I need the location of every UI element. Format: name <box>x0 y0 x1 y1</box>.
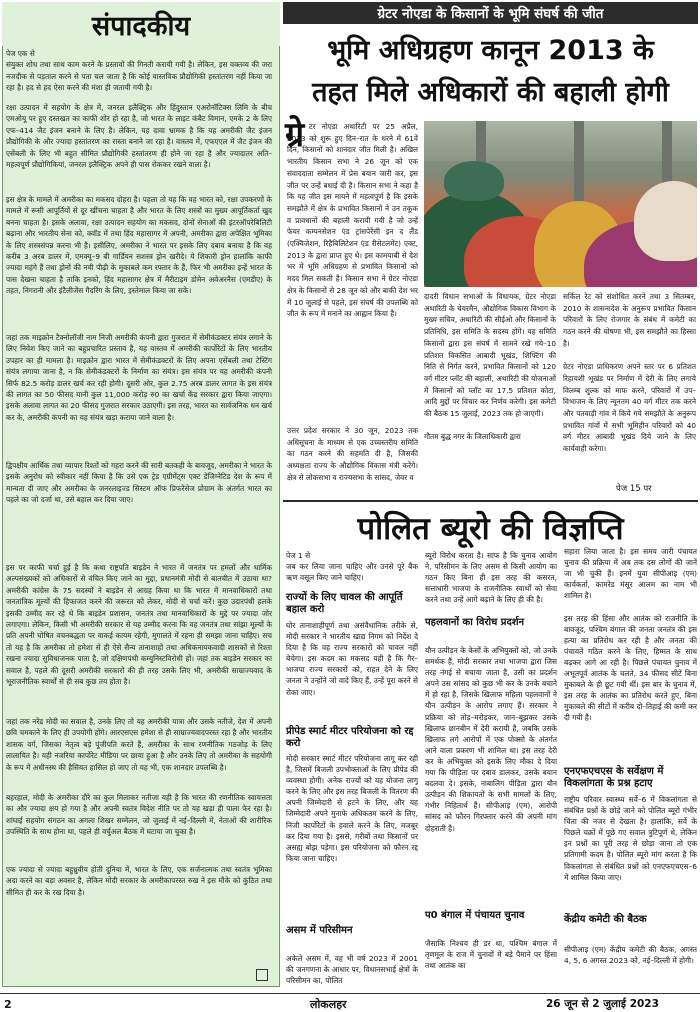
pb-col2-text-2: जैसाकि निश्चय ही डर था, पश्चिम बंगाल में तृणमूल के राज में चुनावों में बड़े पैमाने पर हिंसा तथा आतंक का <box>425 939 557 971</box>
drop-cap: ग्रे <box>285 115 305 155</box>
politburo-title: पोलित ब्यूरो की विज्ञप्ति <box>357 511 624 547</box>
editorial-paragraph: एक ज्यादा से ज्यादा बहुध्रुवीय होती दुनिया में, भारत के लिए, एक सर्जनात्मक तथा स्वतंत्र भूमिका अदा करने का बड़ा अवसर है, लेकिन मोदी सरकार के अमरीकापरस्त रुख ने इस मौके को कुंठित तथा सीमित ही कर के रख दिया है। <box>6 865 272 897</box>
editorial-paragraph: इस क्षेत्र के मामले में अमरीका का मकसद दोहरा है। पहला तो यह कि वह भारत को, रक्षा उपकरणों के मामले में रूसी आपूर्तियों से दूर खींचना चाहता है और भारत के लिए शस्त्रों का मुख्य आपूर्तिकर्ता खुद बनना चाहता है। इसके अलावा, रक्षा उत्पादन सहयोग का मकसद, दोनों सेनाओं की इंटरऑपरेबिलिटी बढ़ाना और भारतीय सेना को, क्वॉड में तथा हिंद महासागर में अपनी, अमरीका द्वारा अपेक्षित भूमिका के लिए शस्त्रसंपन्न करना भी है। इसीलिए, अमरीका ने भारत पर इसके लिए दबाव बनाया है कि वह करीब 3 अरब डालर में, एमक्यू–9 बी गार्डियन सशस्त्र ड्रोन खरीदे। ये शिकारी ड्रोन हालांकि काफी ज्यादा महंगे हैं तथा ड्रोनों की नयी पीढ़ी के मुकाबले कम रफ्तार के हैं, फिर भी अमरीका इन्हें भारत के पास देखना चाहता है ताकि इनको, हिंद महासागर क्षेत्र में मैरीटाइम डोमेन अवेअरनैस (एमडीए) के तहत, निगरानी और इंटैलीजेंस गैदरिंग के लिए, इस्तेमाल किया जा सके। <box>6 195 272 296</box>
editorial-paragraph: द्विपक्षीय आर्थिक तथा व्यापार रिश्तों को गहरा करने की सारी बतकही के बावजूद, अमरीका ने भारत के इसके अनुरोध को स्वीकार नहीं किया है कि उसे एक ट्रेड एग्रीमेंट्स एक्ट डेजिग्नेटिड देश के रूप में मान्यता दी जाए और अमरीका के जनरलाइज्ड सिस्टम ऑफ प्रिफरेंसेज प्रोग्राम के अंतर्गत भारत का पहले का जो दर्जा था, उसे बहाल कर दिया जाए। <box>6 461 272 505</box>
pb-col2-text-0: ब्यूरो विरोध करता है। साफ है कि चुनाव आयोग ने, परिसीमन के लिए असम से किसी आयोग का गठन किए बिना ही इस तरह की कसरत, सत्ताधारी भाजपा के राजनीतिक स्वार्थों को सेवा करने तथा उन्हें आगे बढ़ाने के लिए ही की है। <box>425 551 557 605</box>
story-col3-text: सर्किल रेट को संशोधित करने तथा 3 सितम्बर, 2010 के शासनादेश के अनुरूप प्रभावित किसान परिवारों के लिए रोजगार के संबंध में कमेटी का गठन करने की घोषणा भी, इस समझौते का हिस्सा है। ग्रेटर नोएडा प्राधिकरण अपने स्तर पर 6 प्रतिशत रिहायशी भूखंड पर निर्माण में देरी के लिए लगाये विलम्ब शुल्क को माफ करने, परिवारों में उप–विभाजन के लिए न्यूनतम 40 वर्ग मीटर तक करने और पतवाड़ी गांव में किये गये समझौते के अनुरूप प्रभावित गांवों में सभी भूमिहीन परिवारों को 40 वर्ग मीटर आबादी भूखंड दिये जाने के लिए कार्यवाही करेगा। <box>563 292 696 454</box>
story-col1-text-2: उत्तर प्रदेश सरकार ने 30 जून, 2023 तक अधिसूचना के माध्यम से एक उच्चस्तरीय समिति का गठन करने की सहमति दी है, जिसकी अध्यक्षता राज्य के औद्योगिक विकास मंत्री करेंगे। क्षेत्र से लोकसभा व राज्यसभा के सांसद, जेवर व <box>287 426 418 482</box>
page-number: 2 <box>4 998 12 1011</box>
editorial-title: संपादकीय <box>91 11 191 42</box>
pb-col3-text-1: राष्ट्रीय परिवार स्वास्थ्य सर्वे–6 में विकलांगता से संबंधित प्रश्नों के छोड़े जाने को पोलित ब्यूरो गंभीर चिंता की नजर से देखता है। हालांकि, सर्वे के पिछले चक्रों में पूछे गए सवाल त्रुटिपूर्ण थे, लेकिन इन प्रश्नों का पूरी तरह से छोड़ा जाना तो एक प्रतिगामी कदम है। पोलित ब्यूरो मांग करता है कि विकलांगता से संबंधित प्रश्नों को एनएफएचएस–6 में शामिल किया जाए। <box>564 795 697 882</box>
editorial-paragraph: जहां तक नरेंद्र मोदी का सवाल है, उनके लिए तो यह अमरीकी यात्रा और उसके नतीजे, देश में अपनी छवि चमकाने के लिए ही उपयोगी होंगे। आरएसएस हमेशा से ही साम्राज्यवादपरस्त रहा है और भारतीय शासक वर्ग, जिसका नेतृत्व बड़े पूंजीपति करते हैं, अमरीका के साथ रणनीतिक गठजोड़ के लिए लालायित है। यही नजरिया कार्पोरेट मीडिया पर छाया हुआ है और उनके लिए तो अमरीका के सहयोगी के रूप में अधीनस्थ की हैसियत हासिल हो जाए तो यह भी, एक शानदार उपलब्धि है। <box>6 717 272 772</box>
jump-line: पेज 15 पर <box>616 484 652 494</box>
pb-col1-text-1: घोर तानाशाहीपूर्ण तथा असंवैधानिक तरीके से, मोदी सरकार ने भारतीय खाद्य निगम को निर्देश दे दिया है कि वह राज्य सरकारों को चावल नहीं बेचेगा। इस कदम का मकसद यही है कि गैर–भाजपा राज्य सरकारों को, राहत देने के लिए जनता ने उन्होंने जो वादे किए हैं, उन्हें पूरा करने से रोका जाए। <box>286 621 418 697</box>
photo-pillar <box>574 121 584 211</box>
footer-rule <box>0 993 700 994</box>
editorial-paragraph: बहरहाल, मोदी के अमरीका दौरे का कुल मिलाकर नतीजा यही है कि भारत की रणनीतिक स्वायत्तता का और ज्यादा क्षय हो गया है और अपनी स्वतंत्र विदेश नीति पर तो यह खड़ा ही पाला फेर रहा है। शांघाई सहयोग संगठन का अगला शिखर सम्मेलन, जो जुलाई में नई–दिल्ली में, नेताओं की शारीरिक उपस्थिति के साथ होना था, पहले ही वर्चुअल बैठक में घटाया जा चुका है। <box>6 793 272 837</box>
headline-line-1: भूमि अधिग्रहण कानून 2013 के <box>327 35 654 66</box>
section-divider <box>283 500 698 502</box>
publication-name: लोकलहर <box>310 998 347 1011</box>
issue-dateline: 26 जून से 2 जुलाई 2023 <box>546 998 659 1010</box>
pb-subhead-nfhs: एनएफएचएस के सर्वेक्षण में विकलांगता के प्रश्न हटाए <box>564 766 664 789</box>
pb-col1-text-2: मोदी सरकार स्मार्ट मीटर परियोजना लागू कर रही है, जिसमें बिजली उपभोक्ताओं के लिए प्रीपेड की व्यवस्था होगी। अनेक राज्यों को यह योजना लागू करने के लिए और इस तरह बिजली के वितरण की अपनी जिम्मेदारी से हटने के लिए, और यह जिम्मेदारी अपने मुनाफे अधिकतम करने के लिए, निजी कार्पोरेटों के हवाले करने के लिए, मजबूर कर दिया गया है। इससे, गरीबों तथा किसानों पर असह्य बोझ पड़ेगा। इस परियोजना को फौरन रद्द किया जाना चाहिए। <box>286 754 418 863</box>
pb-col3-text-0: सहारा लिया जाता है। इस समय जारी पंचायत चुनाव की प्रक्रिया में अब तक दस लोगों की जानें जा भी चुकी हैं। इनमें युवा सीपीआइ (एम) कार्यकर्ता, कामरेड मंसूर आलम का नाम भी शामिल है। इस तरह की हिंसा और आतंक को राजनीति के बावजूद, पश्चिम बंगाल की जनता जनतंत्र की इस हत्या का प्रतिरोध कर रही है और जनता की पंचायतें गठित करने के लिए, हिम्मत के साथ बढ़कर आगे आ रही है। पिछले पंचायत चुनाव में अभूतपूर्व आतंक के चलते, 34 फीसद सीटें बिना मुकाबले के ही छूट गयी थीं। इस बार के चुनाव में, इस तरह के आतंक का प्रतिरोध करते हुए, बिना मुकाबले की सीटों में करीब दो–तिहाई की कमी कर दी गयी है। <box>564 547 697 723</box>
pb-subhead-wrestlers: पहलवानों का विरोध प्रदर्शन <box>425 617 525 628</box>
editorial-paragraph: इस पर काफी चर्चा हुई है कि कथा राष्ट्रपति बाइडेन ने भारत में जनतंत्र पर हमलों और धार्मिक अल्पसंख्यकों को अधिकारों से वंचित किए जाने का मुद्दा, प्रधानमंत्री मोदी से बातचीत में उठाया था? अमरीकी कांग्रेस के 75 सदस्यों ने बाइडेन से आग्रह किया था कि भारत में मानवाधिकारों तथा जनतांत्रिक मूल्यों की हिफाजत करने की जरूरत को लेकर, मोदी से चर्चा करें। कुछ उदारपंथी हलके इसकी उम्मीद कर रहे थे कि बाइडेन प्रशासन, जनतंत्र तथा मानवाधिकारों के मुद्दे पर ज्यादा जोर लगाएगा। लेकिन, किसी भी अमरीकी सरकार से यह उम्मीद करना कि वह जनतंत्र तथा सांझा मूल्यों के प्रति अपनी घोषित वचनबद्धता पर वाकई कायम रहेगी, मुगालते में रहना ही समझा जाना चाहिए। सच तो यह है कि अमरीका तो हमेशा से ही ऐसे सैन्य तानाशाहों तथा अधिकनायकवादी शासकों से रिश्ता रखना ज्यादा सुविधाजनक पाता है, जो दक्षिणपंथी कम्युनिस्टविरोधी हों। जहां तक बाइडेन सरकार का सवाल है, पहले की दूसरी अमरीकी सरकारों की ही तरह उसके लिए भी, अमरीकी साम्राज्यवाद के भूराजनीतिक स्वार्थों से ही सब कुछ तय होता है। <box>6 563 272 687</box>
photo-crowd <box>634 181 697 261</box>
editorial-paragraph: पेज एक से संयुक्त शोध तथा साथ काम करने के प्रस्तावों की गिनती करायी गयी है। लेकिन, इस वक्तव्य की जरा नजदीक से पड़ताल करने से पता चल जाता है कि कोई वास्तविक प्रौद्योगिकी हस्तांतरण नहीं किया जा रहा है। हद से हद ऐसा करने की मंशा ही जतायी गयी है। <box>6 49 272 93</box>
pb-subhead-assam: असम में परिसीमन <box>286 925 353 936</box>
story-kicker: ग्रेटर नोएडा के किसानों के भूमि संघर्ष की जीत <box>377 6 604 22</box>
pb-col3-text-2: सीपीआइ (एम) केंद्रीय कमेटी की बैठक, अगस्त 4, 5, 6 अगस्त 2023 को, नई–दिल्ली में होगी। <box>564 945 697 966</box>
pb-col1-text-3: अकेले असम में, वह भी वर्ष 2023 में 2001 की जनगणना के आधार पर, विधानसभाई क्षेत्रों के परिसीमन का, पोलित <box>286 954 418 986</box>
headline-line-2: तहत मिले अधिकारों की बहाली होगी <box>312 77 669 108</box>
end-mark <box>256 969 268 981</box>
editorial-paragraph: जहां तक माइक्रोन टैक्नोलॉजी नाम निजी अमरीकी कंपनी द्वारा गुजरात में सेमीकंडक्टर संयंत्र लगाने के लिए निवेश किए जाने का बहुप्रचारित प्रस्ताव है, यह वास्तव में अमरीकी कार्पोरेटों के लिए भारतीय उपहार का ही मामला है। माइक्रोन द्वारा भारत में सेमीकंडक्टरों के लिए अपना एसेंबली तथा टेस्टिंग संयंत्र लगाया जाना है, न कि सेमीकंडक्टरों के निर्माण का संयंत्र। इस संयंत्र पर यह अमरीकी कंपनी सिर्फ 82.5 करोड़ डालर खर्च कर रही होगी। दूसरी ओर, कुल 2.75 अरब डालर लागत के इस संयंत्र की लागत का 50 फीसद यानी कुल 11,000 करोड़ रु0 का खर्चा केंद्र सरकार द्वारा किया जाएगा। इसके अलावा लागत का 20 फीसद गुजरात सरकार उठाएगी। इस तरह, भारत का सार्वजनिक धन खर्च कर के, अमरीकी कंपनी का यह संयंत्र खड़ा कराया जाने वाला है। <box>6 333 272 422</box>
pb-col2-text-1: यौन उत्पीड़न के केसों के अभियुक्तों को, जो उनके समर्थक हैं, मोदी सरकार तथा भाजपा द्वारा जिस तरह नंगई से बचाया जाता है, उसी का प्रदर्शन अपने उस सांसद को कुछ भी कर के उनके बचाने में हो रहा है, जिसके खिलाफ महिला पहलवानों ने यौन उत्पीड़न के आरोप लगाए हैं। सरकार ने प्रक्रिया को तोड़–मरोड़कर, जान–बूझकर उसके खिलाफ छानबीन में देरी करायी है, जबकि उसके खिलाफ लगे आरोपों में एक पोक्सो के अंतर्गत आने वाला प्रकरण भी शामिल था। इस तरह देरी कर के अभियुक्त को इसके लिए मौका दे दिया गया कि पीड़िता पर दबाव डालकर, उसके बयान बदलवा दे। इसके, नाबालिग पीड़िता द्वारा यौन उत्पीड़न की शिकायतों के सभी मामलों के लिए, गंभीर निहितार्थ हैं। सीपीआइ (एम), आरोपी सांसद को फौरन गिरफ्तार करने की अपनी मांग दोहराती है। <box>425 646 557 833</box>
pb-subhead-rice: राज्यों के लिए चावल की आपूर्ति बहाल करो <box>286 592 403 615</box>
story-col2-text: दादरी विधान सभाओं के विधायक, ग्रेटर नोएडा अथारिटी के चेयरमैन, औद्योगिक विकास विभाग के मुख्य सचिव, अथारिटी की सीईओ और किसानों के प्रतिनिधि, इस समिति के सदस्य होंगे। यह समिति किसानों द्वारा इस संघर्ष में सामने रखे गये–10 प्रतिशत विकसित आबादी भूखंड, शिफ्टिंग की निति से निर्गत करने, प्रभावित किसानों को 120 वर्ग मीटर प्लॉट की बहाली, अथारिटी की योजनाओं में किसानों को प्लॉट का 17.5 प्रतिशत कोटा, आदि मुद्दों पर विचार कर निर्णय करेगी। इस कमेटी की बैठक 15 जुलाई, 2023 तक हो जाएगी। गौतम बुद्ध नगर के जिलाधिकारी द्वारा <box>424 292 556 442</box>
editorial-header <box>2 2 280 46</box>
protest-photo <box>424 121 697 287</box>
pb-subhead-bengal: प0 बंगाल में पंचायत चुनाव <box>425 910 525 921</box>
pb-subhead-meter: प्रीपेड स्मार्ट मीटर परियोजना को रद्द करो <box>286 726 414 749</box>
story-col1-text: टर नोएडा अथारिटी पर 25 अप्रैल, 2023 को शुरू हुए दिन–रात के धरने में 61वें दिन, किसानों को शानदार जीत मिली है। अखिल भारतीय किसान सभा ने 26 जून को एक संवाददाता सम्मेलन में प्रेस बयान जारी कर, इस जीत पर उन्हें बधाई दी है। किसान सभा ने कहा है कि यह जीत इस मायने में महत्वपूर्ण है कि इसके समझौते में क्षेत्र के प्रभावित किसानों ने उन तकूक व प्रावधानों की बहाली करायी गयी है जो उन्हें फेयर कम्पनसेशन एंड ट्रांसपेरेंसी इन द लैंड (एक्विजेशन, रिहैबिलिटेशन एंड रीसेटलमेंट) एक्ट, 2013 के द्वारा प्राप्त हुए थे। इस कामयाबी से देश भर में भूमि अधिग्रहण से प्रभावित किसानों को मदद मिल सकती है। किसान सभा ने ग्रेटर नोएडा क्षेत्र के किसानों से 28 जून को और बाकी देश भर में 10 जुलाई से पहले, इस संघर्ष की उपलब्धि को जीत के रूप में मनाने का आह्वान किया है। <box>287 122 418 319</box>
photo-canopy <box>424 121 697 161</box>
pb-subhead-cc-meeting: केंद्रीय कमेटी की बैठक <box>564 914 647 925</box>
pb-col1-intro: पेज 1 से जब कर लिया जाना चाहिए और उनसे पूरे बैंक ऋण वसूल किए जाने चाहिए। <box>286 551 418 583</box>
editorial-paragraph: रक्षा उत्पादन में सहयोग के क्षेत्र में, जनरल इलैक्ट्रिक और हिंदुस्तान एअरोनॉटिक्स लिमि के बीच एमओयू पर हुए दस्तखत का काफी शोर हो रहा है, जो भारत के लाइट कंबैट विमान, एमके 2 के लिए एफ–414 जैट इंजन बनाने के लिए है। लेकिन, यह दावा भ्रामक है कि यह अमरीकी जैट इंजन प्रौद्योगिकी के और ज्यादा हस्तांतरण का रास्ता बनाने जा रहा है। वास्तव में, एफएएल में जैट इंजन की एसेंबली के लिए भी बहुत सीमित प्रौद्योगिकी हस्तांतरण ही होने जा रहा है और ज्यादातर अति–महत्वपूर्ण प्रौद्योगिकियां, जनरल इलैक्ट्रिक अपने ही पास रोककर रखने वाला है। <box>6 103 272 170</box>
photo-crowd <box>444 161 504 201</box>
